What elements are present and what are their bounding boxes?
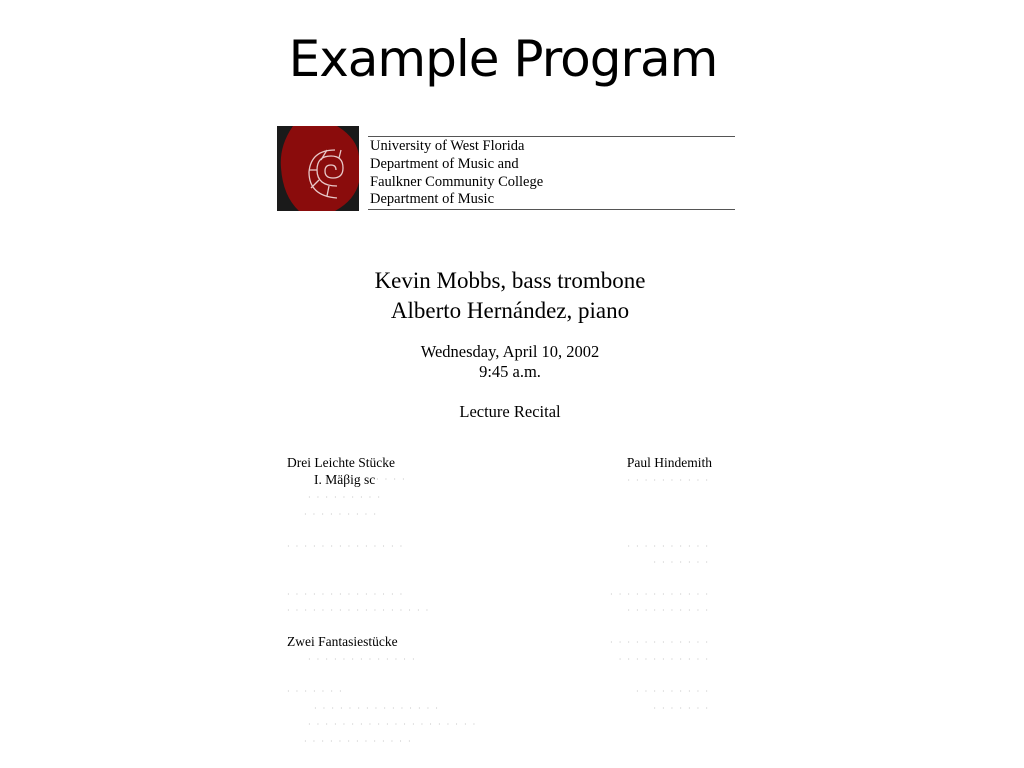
nautilus-shell-icon [277,126,359,211]
faint-text-line: · · · · [376,475,407,484]
faint-text-line: · · · · · · · · · · · · · · · · · [287,606,431,615]
faint-text-line: · · · · · · · [653,704,710,713]
event-datetime [0,342,1020,382]
faint-text-line: · · · · · · · [287,687,344,696]
piece-movement: I. Mäβig sc [314,472,376,487]
piece-title: Drei Leichte Stücke [287,455,395,470]
performer-line: Alberto Hernández, piano [390,298,630,323]
institution-line: Faulkner Community College [370,173,544,190]
event-date: Wednesday, April 10, 2002 [420,342,600,361]
header-bottom-rule [368,209,735,210]
faint-text-line: · · · · · · · · · [308,493,382,502]
faint-text-line: · · · · · · · · · · · · [610,590,710,599]
faint-text-line: · · · · · · · · · · · · · · [287,542,405,551]
faint-text-line: · · · · · · · · · · [627,606,710,615]
piece-composer: Paul Hindemith [626,455,712,470]
institution-block [370,138,543,209]
event-type: Lecture Recital [459,402,561,421]
slide-title: Example Program [288,30,718,88]
faint-text-line: · · · · · · · · · [636,687,710,696]
faint-text-line: · · · · · · · · · [304,510,378,519]
header-top-rule [368,136,735,137]
institution-line: Department of Music and [370,155,519,172]
faint-text-line: · · · · · · · · · · [627,476,710,485]
faint-text-line: · · · · · · · · · · · · · · · · · · · · [308,720,478,729]
institution-line: University of West Florida [370,138,525,154]
faint-text-line: · · · · · · · · · · · · · · [287,590,405,599]
faint-text-line: · · · · · · · · · · · · · · · [314,704,440,713]
faint-text-line: · · · · · · · · · · · · · [304,737,413,746]
performers-block [0,266,1020,326]
performer-line: Kevin Mobbs, bass trombone [374,268,646,293]
institution-line: Department of Music [370,191,495,208]
piece-title: Zwei Fantasiestücke [287,634,398,649]
faint-text-line: · · · · · · · · · · · · · [308,655,417,664]
faint-text-line: · · · · · · · · · · · [618,655,710,664]
event-time: 9:45 a.m. [479,362,541,381]
faint-text-line: · · · · · · · · · · [627,542,710,551]
faint-text-line: · · · · · · · [653,558,710,567]
faint-text-line: · · · · · · · · · · · · [610,638,710,647]
